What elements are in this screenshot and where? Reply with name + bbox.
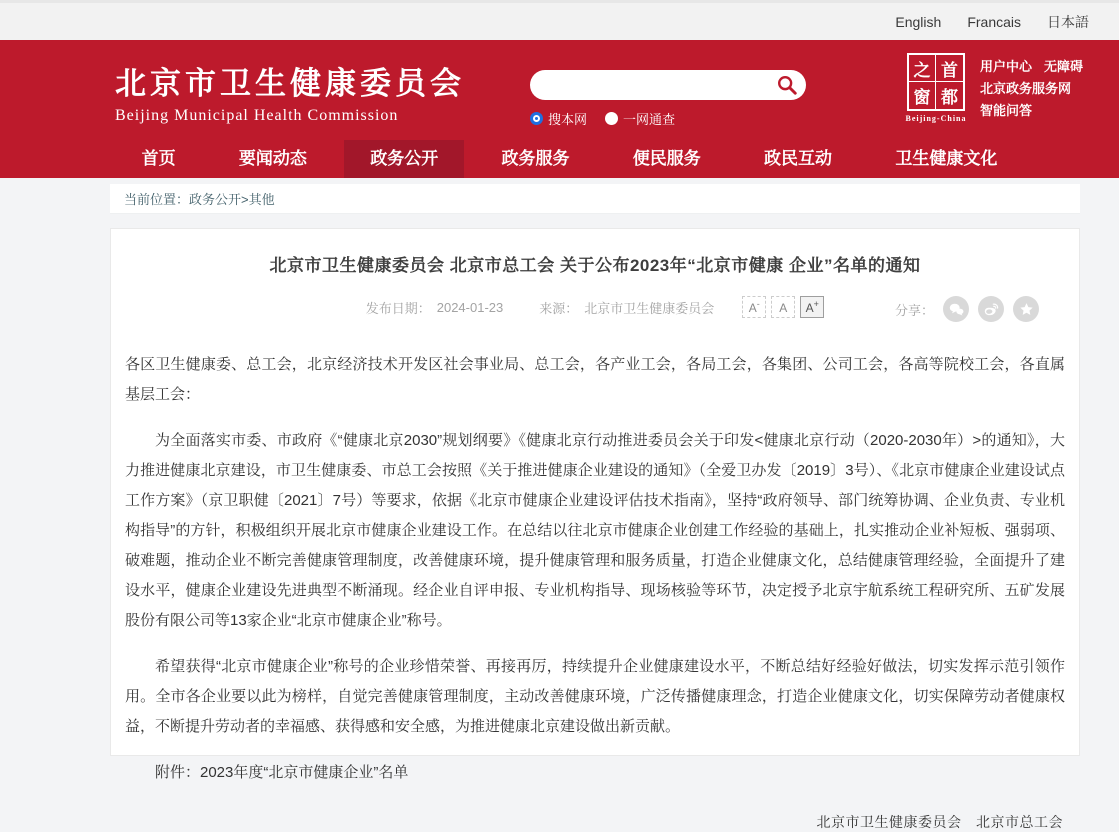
nav-item-health-culture[interactable]: 卫生健康文化	[895, 149, 998, 168]
source-label: 来源：	[539, 300, 579, 316]
lang-francais[interactable]: Francais	[967, 13, 1021, 30]
article-meta	[111, 296, 1079, 322]
radio-search-site-label: 搜本网	[548, 112, 588, 127]
search-icon	[776, 84, 798, 99]
quick-links	[980, 56, 1083, 122]
badge-caption: Beijing-China	[905, 114, 967, 123]
paragraph-hope: 希望获得“北京市健康企业”称号的企业珍惜荣誉、再接再厉，持续提升企业健康建设水平，不断总结好经验好做法，切实发挥示范引领作用。全市各企业要以此为榜样，自觉完善健康管理制度，主动改善健康环境，广泛传播健康理念，打造企业健康文化，切实保障劳动者健康权益，不断提升劳动者的幸福感、获得感和安全感，为推进健康北京建设做出新贡献。	[125, 658, 1065, 735]
badge-char: 都	[941, 88, 958, 107]
radio-checked-icon	[530, 112, 543, 125]
radio-search-site[interactable]	[530, 109, 587, 128]
font-size-controls	[742, 296, 824, 318]
site-title-zh: 北京市卫生健康委员会	[115, 66, 465, 101]
nav-item-convenience-services[interactable]: 便民服务	[632, 149, 701, 168]
lang-japanese[interactable]: 日本語	[1047, 13, 1089, 30]
publish-date-label: 发布日期：	[365, 300, 431, 316]
breadcrumb-path[interactable]: 政务公开>其他	[189, 192, 275, 207]
main-nav	[0, 140, 1119, 178]
nav-item-gov-disclosure[interactable]: 政务公开	[344, 140, 464, 178]
nav-item-gov-services[interactable]: 政务服务	[501, 149, 570, 168]
radio-search-network-label: 一网通查	[623, 112, 676, 127]
site-header	[0, 40, 1119, 140]
qzone-share-icon[interactable]	[1013, 296, 1039, 322]
article-title: 北京市卫生健康委员会 北京市总工会 关于公布2023年“北京市健康 企业”名单的通知	[269, 256, 921, 275]
font-smaller-button[interactable]: A-	[742, 296, 766, 318]
badge-char: 窗	[909, 82, 936, 109]
badge-char: 首	[936, 55, 963, 82]
link-user-center[interactable]: 用户中心	[980, 59, 1033, 74]
attachment-line[interactable]: 附件：2023年度“北京市健康企业”名单	[155, 764, 409, 781]
radio-unchecked-icon	[605, 112, 618, 125]
weibo-share-icon[interactable]	[978, 296, 1004, 322]
lang-english[interactable]: English	[895, 13, 942, 30]
search-area	[530, 70, 806, 128]
site-logo[interactable]	[115, 58, 465, 125]
breadcrumb	[110, 184, 1080, 214]
search-scope-radios	[530, 109, 806, 128]
article-card	[110, 228, 1080, 830]
nav-item-home[interactable]: 首页	[141, 149, 176, 168]
link-accessibility[interactable]: 无障碍	[1044, 59, 1084, 74]
publish-date: 2024-01-23	[436, 299, 504, 315]
badge-seal-icon	[907, 53, 965, 111]
radio-search-network[interactable]	[605, 109, 675, 128]
search-box	[530, 70, 806, 100]
link-smart-qa[interactable]: 智能问答	[980, 103, 1033, 118]
nav-item-interaction[interactable]: 政民互动	[764, 149, 833, 168]
search-input[interactable]	[544, 70, 774, 98]
share-label: 分享：	[894, 302, 934, 318]
language-bar	[0, 0, 1119, 40]
breadcrumb-prefix: 当前位置：	[124, 192, 190, 207]
search-button[interactable]	[776, 74, 798, 96]
paragraph-addressees: 各区卫生健康委、总工会，北京经济技术开发区社会事业局、总工会，各产业工会，各局工会，各集团、公司工会，各高等院校工会，各直属基层工会：	[125, 356, 1065, 403]
share-group	[895, 296, 1039, 322]
beijing-china-badge[interactable]	[905, 53, 967, 123]
signature-line: 北京市卫生健康委员会 北京市总工会	[816, 814, 1063, 830]
article-body	[111, 350, 1079, 742]
site-title-en: Beijing Municipal Health Commission	[115, 107, 399, 124]
font-larger-button[interactable]: A+	[800, 296, 824, 318]
nav-item-news[interactable]: 要闻动态	[238, 149, 307, 168]
font-normal-button[interactable]: A	[771, 296, 795, 318]
badge-char: 之	[909, 55, 936, 82]
wechat-share-icon[interactable]	[943, 296, 969, 322]
source-value: 北京市卫生健康委员会	[584, 300, 715, 316]
link-beijing-gov-service[interactable]: 北京政务服务网	[980, 81, 1072, 96]
paragraph-main: 为全面落实市委、市政府《“健康北京2030”规划纲要》《健康北京行动推进委员会关于印发<健康北京行动（2020-2030年）>的通知》，大力推进健康北京建设，市卫生健康委、市总工会按照《关于推进健康企业建设的通知》（全爱卫办发〔2019〕3号）、《北京市健康企业建设试点工作方案》（京卫职健〔2021〕7号）等要求，依据《北京市健康企业建设评估技术指南》，坚持“政府领导、部门统筹协调、企业负责、专业机构指导”的方针，积极组织开展北京市健康企业建设工作。在总结以往北京市健康企业创建工作经验的基础上，扎实推动企业补短板、强弱项、破难题，推动企业不断完善健康管理制度，改善健康环境，提升健康管理和服务质量，打造企业健康文化，总结健康管理经验，全面提升了建设水平，健康企业建设先进典型不断涌现。经企业自评申报、专业机构指导、现场核验等环节，决定授予北京宇航系统工程研究所、五矿发展股份有限公司等13家企业“北京市健康企业”称号。	[125, 432, 1065, 629]
